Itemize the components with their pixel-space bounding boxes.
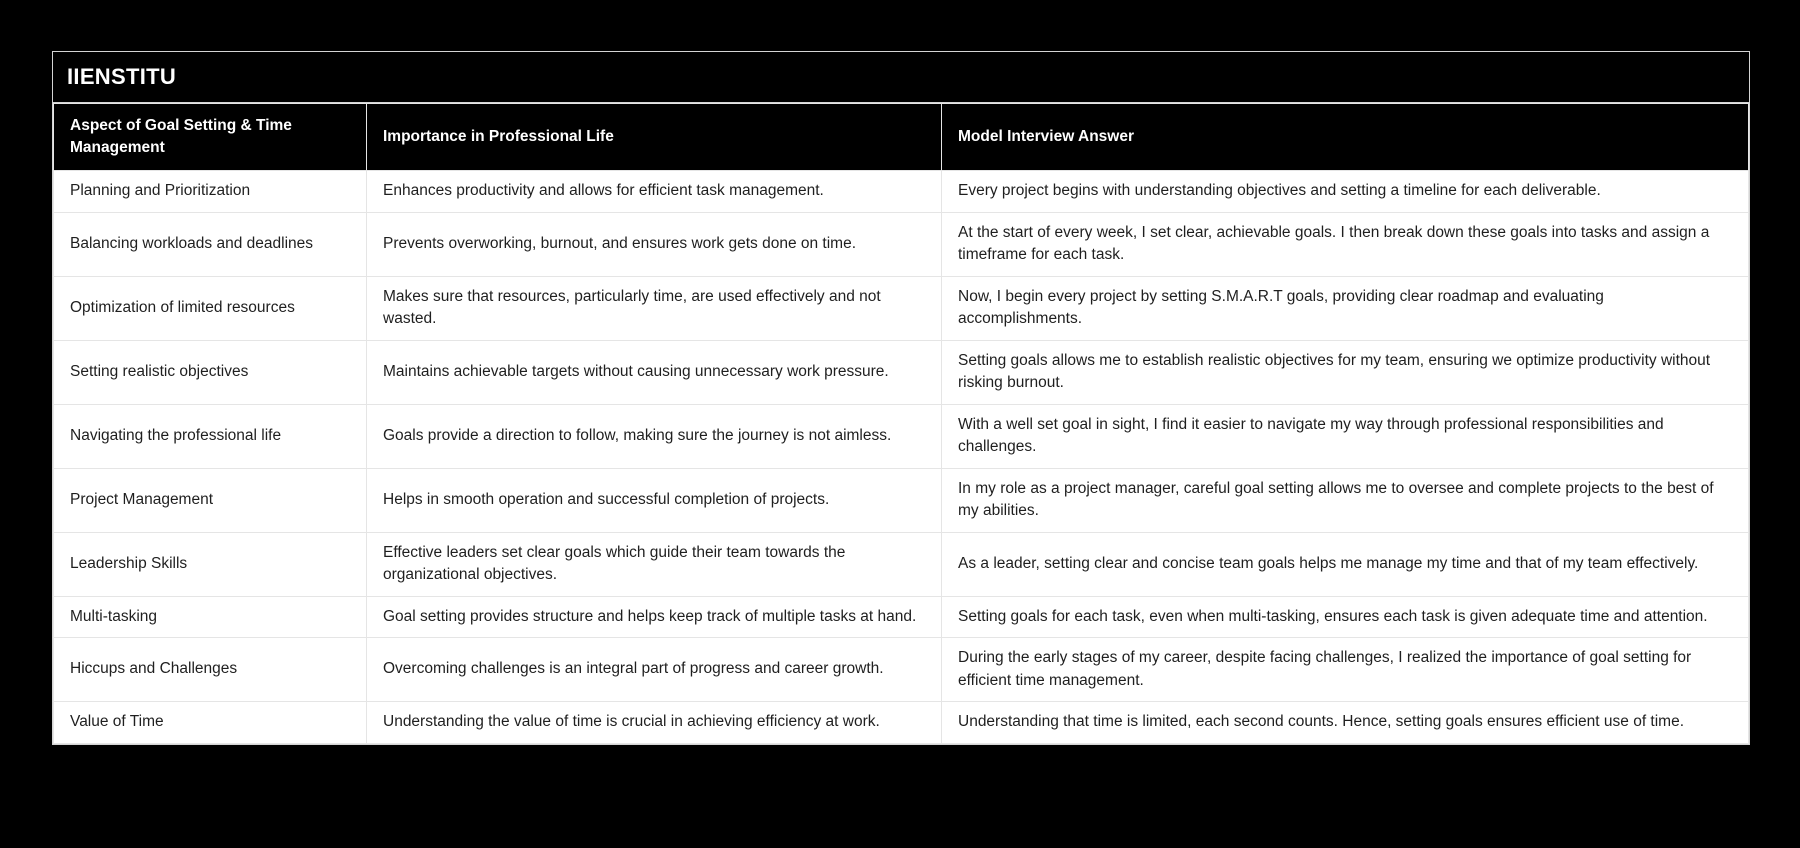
title-bar <box>53 52 1749 103</box>
table-row <box>54 404 1749 468</box>
table-cell-importance: Makes sure that resources, particularly time, are used effectively and not wasted. <box>367 276 942 340</box>
table-cell-importance: Goal setting provides structure and helps keep track of multiple tasks at hand. <box>367 596 942 638</box>
header-cell-2: Model Interview Answer <box>942 104 1749 171</box>
table-cell-importance: Enhances productivity and allows for efficient task management. <box>367 171 942 213</box>
table-cell-importance: Goals provide a direction to follow, making sure the journey is not aimless. <box>367 404 942 468</box>
table-cell-answer: Understanding that time is limited, each second counts. Hence, setting goals ensures efficient use of time. <box>942 702 1749 744</box>
table-cell-aspect: Project Management <box>54 468 367 532</box>
table-cell-aspect: Navigating the professional life <box>54 404 367 468</box>
table-cell-answer: As a leader, setting clear and concise team goals helps me manage my time and that of my team effectively. <box>942 532 1749 596</box>
table-cell-importance: Effective leaders set clear goals which guide their team towards the organizational objectives. <box>367 532 942 596</box>
table-row <box>54 276 1749 340</box>
table-row <box>54 596 1749 638</box>
table-row <box>54 340 1749 404</box>
table-cell-aspect: Value of Time <box>54 702 367 744</box>
table-cell-answer: During the early stages of my career, despite facing challenges, I realized the importance of goal setting for efficient time management. <box>942 638 1749 702</box>
table-cell-importance: Helps in smooth operation and successful completion of projects. <box>367 468 942 532</box>
table-cell-answer: Setting goals allows me to establish realistic objectives for my team, ensuring we optimize productivity without risking burnout. <box>942 340 1749 404</box>
table-body <box>54 171 1749 744</box>
table-cell-answer: Setting goals for each task, even when multi-tasking, ensures each task is given adequate time and attention. <box>942 596 1749 638</box>
table-header-row <box>54 104 1749 171</box>
table-cell-importance: Understanding the value of time is crucial in achieving efficiency at work. <box>367 702 942 744</box>
goal-setting-table <box>53 103 1749 744</box>
table-cell-answer: Now, I begin every project by setting S.M.A.R.T goals, providing clear roadmap and evaluating accomplishments. <box>942 276 1749 340</box>
table-cell-aspect: Planning and Prioritization <box>54 171 367 213</box>
table-cell-answer: In my role as a project manager, careful goal setting allows me to oversee and complete projects to the best of my abilities. <box>942 468 1749 532</box>
table-cell-aspect: Setting realistic objectives <box>54 340 367 404</box>
table-row <box>54 212 1749 276</box>
table-row <box>54 638 1749 702</box>
table-cell-importance: Maintains achievable targets without causing unnecessary work pressure. <box>367 340 942 404</box>
brand-title: IIENSTITU <box>67 64 177 89</box>
header-cell-1: Importance in Professional Life <box>367 104 942 171</box>
table-cell-aspect: Balancing workloads and deadlines <box>54 212 367 276</box>
table-cell-aspect: Leadership Skills <box>54 532 367 596</box>
table-cell-answer: Every project begins with understanding objectives and setting a timeline for each deliverable. <box>942 171 1749 213</box>
table-row <box>54 702 1749 744</box>
table-row <box>54 468 1749 532</box>
table-cell-answer: At the start of every week, I set clear, achievable goals. I then break down these goals into tasks and assign a timeframe for each task. <box>942 212 1749 276</box>
table-header <box>54 104 1749 171</box>
table-cell-importance: Overcoming challenges is an integral part of progress and career growth. <box>367 638 942 702</box>
table-row <box>54 171 1749 213</box>
table-cell-answer: With a well set goal in sight, I find it easier to navigate my way through professional responsibilities and challenges. <box>942 404 1749 468</box>
table-cell-aspect: Multi-tasking <box>54 596 367 638</box>
interview-answers-table-card <box>52 51 1750 745</box>
table-cell-importance: Prevents overworking, burnout, and ensures work gets done on time. <box>367 212 942 276</box>
table-row <box>54 532 1749 596</box>
header-cell-0: Aspect of Goal Setting & Time Management <box>54 104 367 171</box>
table-cell-aspect: Hiccups and Challenges <box>54 638 367 702</box>
table-cell-aspect: Optimization of limited resources <box>54 276 367 340</box>
